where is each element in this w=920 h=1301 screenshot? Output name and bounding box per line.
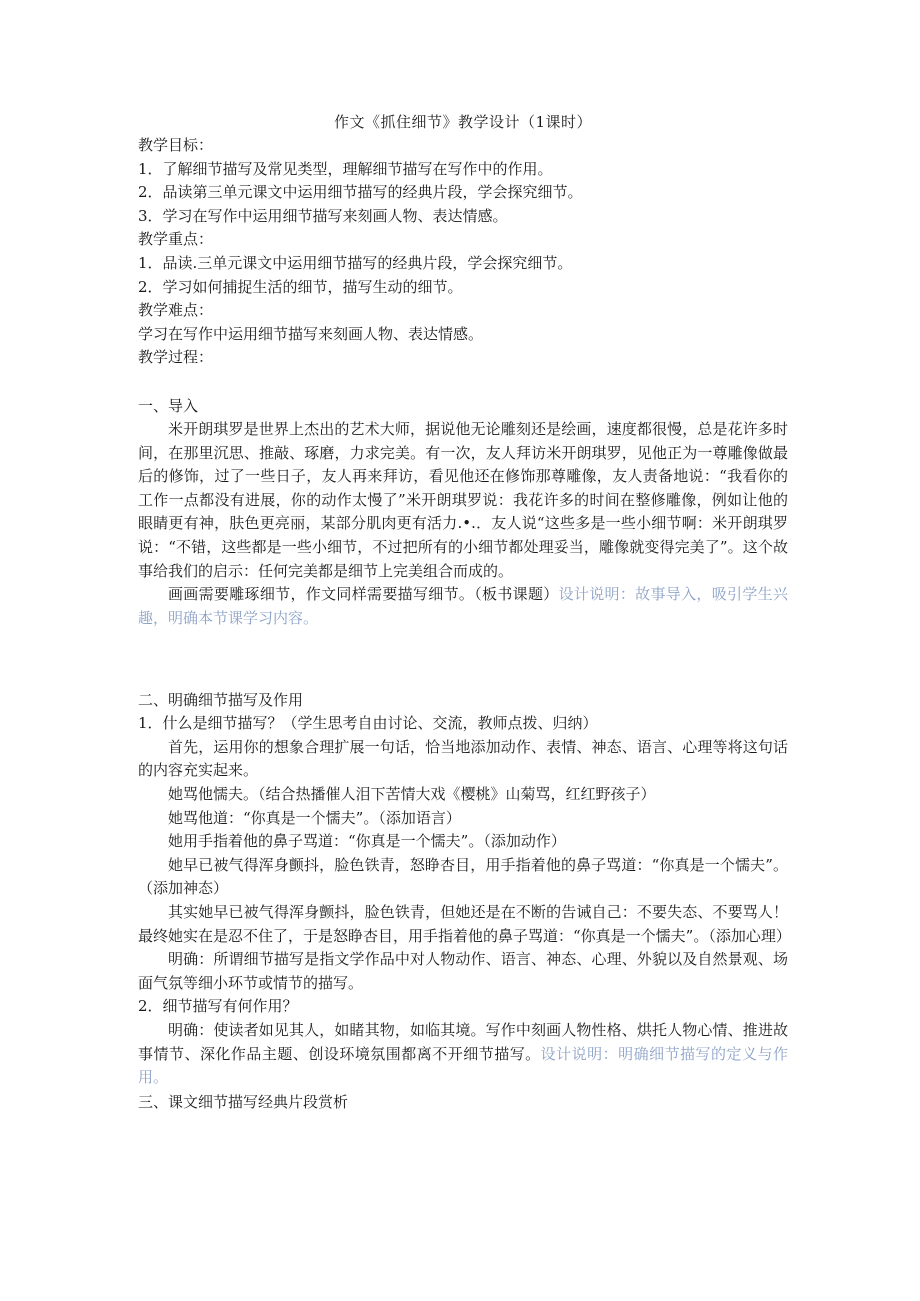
example-sentence: 其实她早已被气得浑身颤抖，脸色铁青，但她还是在不断的告诫自己：不要失态、不要骂人！最终她实在是忍不住了，于是怒睁杏目，用手指着他的鼻子骂道：“你真是一个懦夫”。（添加心理）: [138, 903, 791, 945]
keypoint-item: 2．学习如何捕捉生活的细节，描写生动的细节。: [138, 277, 463, 296]
design-note: 设计说明：明确细节描写的定义与作用。: [138, 1044, 788, 1087]
closing-text: 画画需要雕琢细节，作文同样需要描写细节。（板书课题）: [168, 585, 559, 604]
example-sentence: 她早已被气得浑身颤抖，脸色铁青，怒睁杏目，用手指着他的鼻子骂道：“你真是一个懦夫”。（添加神态）: [138, 855, 788, 898]
story-paragraph: 米开朗琪罗是世界上杰出的艺术大师，据说他无论雕刻还是绘画，速度都很慢，总是花许多时间，在那里沉思、推敲、琢磨，力求完美。有一次，友人拜访米开朗琪罗，见他正为一尊雕像做最后的修饰，过了一些日子，友人再来拜访，看见他还在修饰那尊雕像，友人责备地说：“我看你的工作一点都没有进展，你的动作太慢了”米开朗琪罗说：我花许多的时间在整修雕像，例如让他的眼睛更有神，肤色更亮丽，某部分肌肉更有活力.•.．友人说“这些多是一些小细节啊：米开朗琪罗说：“不错，这些都是一些小细节，不过把所有的小细节都处理妥当，雕像就变得完美了”。这个故事给我们的启示：任何完美都是细节上完美组合而成的。: [138, 419, 788, 580]
goal-item: 2．品读第三单元课文中运用细节描写的经典片段，学会探究细节。: [138, 183, 583, 202]
example-sentence: 她用手指着他的鼻子骂道：“你真是一个懦夫”。（添加动作）: [168, 832, 566, 851]
question-item: 2．细节描写有何作用？: [138, 997, 298, 1016]
example-sentence: 她骂他懦夫。（结合热播催人泪下苦情大戏《樱桃》山菊骂，红红野孩子）: [168, 785, 656, 804]
story-closing: [138, 583, 788, 630]
goals-heading: 教学目标：: [138, 136, 214, 154]
question-intro: 首先，运用你的想象合理扩展一句话，恰当地添加动作、表情、神态、语言、心理等将这句话的内容充实起来。: [138, 737, 788, 780]
definition-paragraph: 明确：所谓细节描写是指文学作品中对人物动作、语言、神态、心理、外貌以及自然景观、场面气氛等细小环节或情节的描写。: [138, 950, 788, 992]
section-heading: 二、明确细节描写及作用: [138, 691, 304, 710]
document-body: [138, 110, 791, 1114]
example-sentence: 她骂他道：“你真是一个懦夫”。（添加语言）: [168, 808, 461, 827]
difficulty-text: 学习在写作中运用细节描写来刻画人物、表达情感。: [138, 324, 484, 343]
process-heading: 教学过程：: [138, 348, 214, 367]
question-item: 1．什么是细节描写？（学生思考自由讨论、交流，教师点拨、归纳）: [138, 714, 598, 733]
goal-item: 3．学习在写作中运用细节描写来刻画人物、表达情感。: [138, 206, 508, 225]
section-heading: 一、导入: [138, 396, 199, 415]
design-note: 设计说明：故事导入，吸引学生兴趣，明确本节课学习内容。: [138, 585, 788, 627]
goal-item: 1．了解细节描写及常见类型，理解细节描写在写作中的作用。: [138, 159, 553, 178]
answer-text: 明确：使读者如见其人，如睹其物，如临其境。写作中刻画人物性格、烘托人物心情、推进故事情节、深化作品主题、创设环境氛围都离不开细节描写。: [138, 1021, 788, 1063]
document-title: 作文《抓住细节》教学设计（1课时）: [333, 113, 593, 131]
keypoint-item: 1．品读.三单元课文中运用细节描写的经典片段，学会探究细节。: [138, 253, 573, 272]
keypoints-heading: 教学重点：: [138, 230, 214, 249]
difficulty-heading: 教学难点：: [138, 301, 214, 320]
section-heading: 三、课文细节描写经典片段赏析: [138, 1092, 349, 1111]
answer-paragraph: [138, 1019, 788, 1090]
